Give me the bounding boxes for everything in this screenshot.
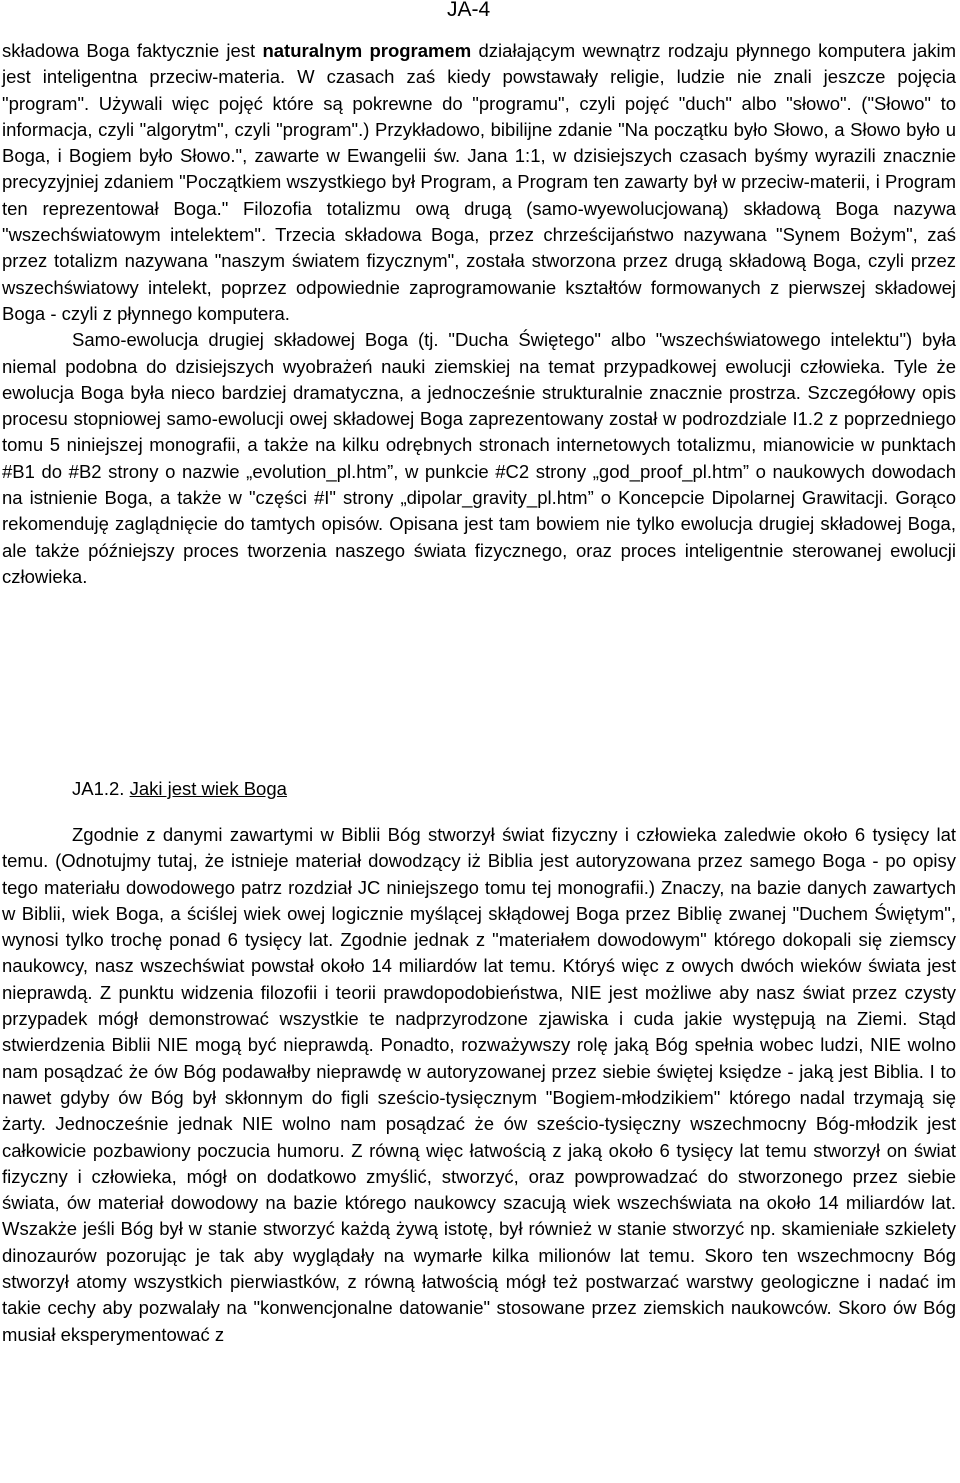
paragraph-2: Samo-ewolucja drugiej składowej Boga (tj. "Ducha Świętego" albo "wszechświatowego intelektu") była niemal podobna do dzisiejszych wyobrażeń nauki ziemskiej na temat przypadkowej ewolucji człowieka. Tyle że ewolucja Boga była nieco bardziej dramatyczna, a jednocześnie strukturalnie znacznie prostrza. Szczegółowy opis procesu stopniowej samo-ewolucji owej składowej Boga zaprezentowany został w podrozdziale I1.2 z poprzedniego tomu 5 niniejszej monografii, a także na kilku odrębnych stronach internetowych totalizmu, mianowicie w punktach #B1 do #B2 strony o nazwie „evolution_pl.htm”, w punkcie #C2 strony „god_proof_pl.htm” o naukowych dowodach na istnienie Boga, a także w "części #I" strony „dipolar_gravity_pl.htm” o Koncepcie Dipolarnej Grawitacji. Gorąco rekomenduję zaglądnięcie do tamtych opisów. Opisana jest tam bowiem nie tylko ewolucja drugiej składowej Boga, ale także późniejszy proces tworzenia naszego świata fizycznego, oraz proces inteligentnie sterowanej ewolucji człowieka.: [2, 329, 956, 587]
section-title: Jaki jest wiek Boga: [129, 778, 287, 799]
text-block-upper: [2, 38, 956, 590]
paragraph-3: Zgodnie z danymi zawartymi w Biblii Bóg stworzył świat fizyczny i człowieka zaledwie około 6 tysięcy lat temu. (Odnotujmy tutaj, że istnieje materiał dowodzący iż Biblia jest autoryzowana przez samego Boga - po opisy tego materiału dowodowego patrz rozdział JC niniejszego tomu tej monografii.) Znaczy, na bazie danych zawartych w Biblii, wiek Boga, a ściślej wiek owej logicznie myślącej skłądowej Boga przez Biblię zwanej "Duchem Świętym", wynosi tylko trochę ponad 6 tysięcy lat. Zgodnie jednak z "materiałem dowodowym" którego dokopali się ziemscy naukowcy, nasz wszechświat powstał około 14 miliardów lat temu. Któryś więc z owych dwóch wieków świata jest nieprawdą. Z punktu widzenia filozofii i teorii prawdopodobieństwa, NIE jest możliwe aby nasz świat przez czysty przypadek mógł demonstrować wszystkie te nadprzyrodzone zjawiska i cuda jakie występują na Ziemi. Stąd stwierdzenia Biblii NIE mogą być nieprawdą. Ponadto, rozważywszy rolę jaką Bóg spełnia wobec ludzi, NIE wolno nam posądzać że ów Bóg podawałby nieprawdę w autoryzowanej przez siebie świętej księdze - jaką jest Biblia. I to nawet gdyby ów Bóg był skłonnym do figli sześcio-tysięcznym "Bogiem-młodzikiem" którego nadal trzymają się żarty. Jednocześnie jednak NIE wolno nam posądzać że ów sześcio-tysięczny wszechmocny Bóg-młodzik jest całkowicie pozbawiony poczucia humoru. Z równą więc łatwością z jaką około 6 tysięcy lat temu stworzył on świat fizyczny i człowieka, mógł on dodatkowo zmyślić, stworzyć, oraz powprowadzać do stworzonego przez siebie świata, ów materiał dowodowy na bazie którego naukowcy szacują wiek wszechświata na około 14 miliardów lat. Wszakże jeśli Bóg był w stanie stworzyć każdą żywą istotę, był również w stanie stworzyć np. skamieniałe szkielety dinozaurów pozorując je tak aby wyglądały na wymarłe kilka milionów lat temu. Skoro ten wszechmocny Bóg stworzył atomy wszystkich pierwiastków, z równą łatwością mógł też postwarzać warstwy geologiczne i nadać im takie cechy aby pozwalały na "konwencjonalne datowanie" stosowane przez ziemskich naukowców. Skoro ów Bóg musiał eksperymentować z: [2, 824, 956, 1345]
paragraph-1-rest: działającym wewnątrz rodzaju płynnego komputera jakim jest inteligentna przeciw-materia. W czasach zaś kiedy powstawały religie, ludzie nie znali jeszcze pojęcia "program". Używali więc pojęć które są pokrewne do "programu", czyli pojęć "duch" albo "słowo". ("Słowo" to informacja, czyli "algorytm", czyli "program".) Przykładowo, bibilijne zdanie "Na początku było Słowo, a Słowo było u Boga, i Bogiem było Słowo.", zawarte w Ewangelii św. Jana 1:1, w dzisiejszych czasach byśmy wyrazili znacznie precyzyjniej zdaniem "Początkiem wszystkiego był Program, a Program ten zawarty był w przeciw-materii, i Program ten reprezentował Boga." Filozofia totalizmu ową drugą (samo-wyewolucjowaną) składową Boga nazywa "wszechświatowym intelektem". Trzecia składowa Boga, przez chrześcijaństwo nazywana "Synem Bożym", zaś przez totalizm nazywana "naszym światem fizycznym", została stworzona przez drugą składową Boga, czyli przez wszechświatowy intelekt, poprzez odpowiednie zaprogramowanie kształtów formowanych z pierwszej składowej Boga - czyli z płynnego komputera.: [2, 40, 957, 324]
paragraph-1-start: składowa Boga faktycznie jest: [2, 40, 263, 61]
paragraph-1: [2, 38, 956, 327]
page-header: JA-4: [447, 0, 491, 21]
text-block-lower: [2, 822, 956, 1348]
paragraph-1-bold-term: naturalnym programem: [262, 40, 472, 61]
section-number: JA1.2.: [72, 778, 125, 799]
section-heading: [72, 776, 287, 802]
